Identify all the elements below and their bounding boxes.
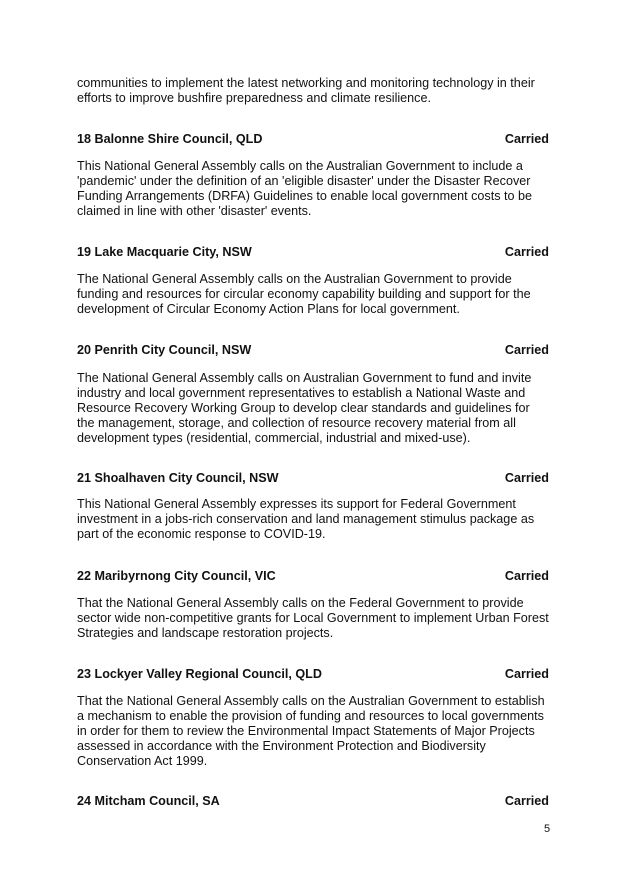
resolution-title: 22 Maribyrnong City Council, VIC — [77, 569, 276, 583]
resolution-text-19: The National General Assembly calls on the Australian Government to provide funding and resources for circular economy capability building and support for the development of Circular Economy Action Plans for local government. — [77, 272, 531, 316]
resolution-text-23: That the National General Assembly calls on the Australian Government to establish a mechanism to enable the provision of funding and resources to local governments in order for them to review the Environmental Impact Statements of Major Projects assessed in accordance with the Environment Protection and Biodiversity Conservation Act 1999. — [77, 694, 545, 768]
resolution-status: Carried — [504, 794, 549, 808]
resolution-title: 20 Penrith City Council, NSW — [77, 343, 252, 357]
resolution-status: Carried — [504, 245, 549, 259]
resolution-title: 23 Lockyer Valley Regional Council, QLD — [77, 667, 322, 681]
resolution-title: 18 Balonne Shire Council, QLD — [77, 132, 263, 146]
resolution-status: Carried — [504, 132, 549, 146]
resolution-status: Carried — [504, 343, 549, 357]
resolution-text-22: That the National General Assembly calls on the Federal Government to provide sector wide non-competitive grants for Local Government to implement Urban Forest Strategies and landscape restoration projects. — [77, 596, 549, 640]
resolution-text-18: This National General Assembly calls on the Australian Government to include a 'pandemic' under the definition of an 'eligible disaster' under the Disaster Recover Funding Arrangements (DRFA) Guidelines to enable local government costs to be claimed in line with other 'disaster' events. — [77, 159, 533, 218]
resolution-status: Carried — [504, 569, 549, 583]
resolution-text-20: The National General Assembly calls on Australian Government to fund and invite industry and local government representatives to establish a National Waste and Resource Recovery Working Group to develop clear standards and guidelines for the management, storage, and collection of resource recovery material from all development types (residential, commercial, industrial and mixed-use). — [77, 371, 532, 445]
intro-paragraph: communities to implement the latest networking and monitoring technology in their efforts to improve bushfire preparedness and climate resilience. — [77, 76, 535, 105]
resolution-title: 21 Shoalhaven City Council, NSW — [77, 471, 279, 485]
resolution-title: 24 Mitcham Council, SA — [77, 794, 220, 808]
page-number: 5 — [544, 823, 551, 835]
resolution-title: 19 Lake Macquarie City, NSW — [77, 245, 252, 259]
resolution-status: Carried — [504, 667, 549, 681]
resolution-text-21: This National General Assembly expresses its support for Federal Government investment in a jobs-rich conservation and land management stimulus package as part of the economic response to COVID-19. — [77, 497, 535, 541]
resolution-status: Carried — [504, 471, 549, 485]
